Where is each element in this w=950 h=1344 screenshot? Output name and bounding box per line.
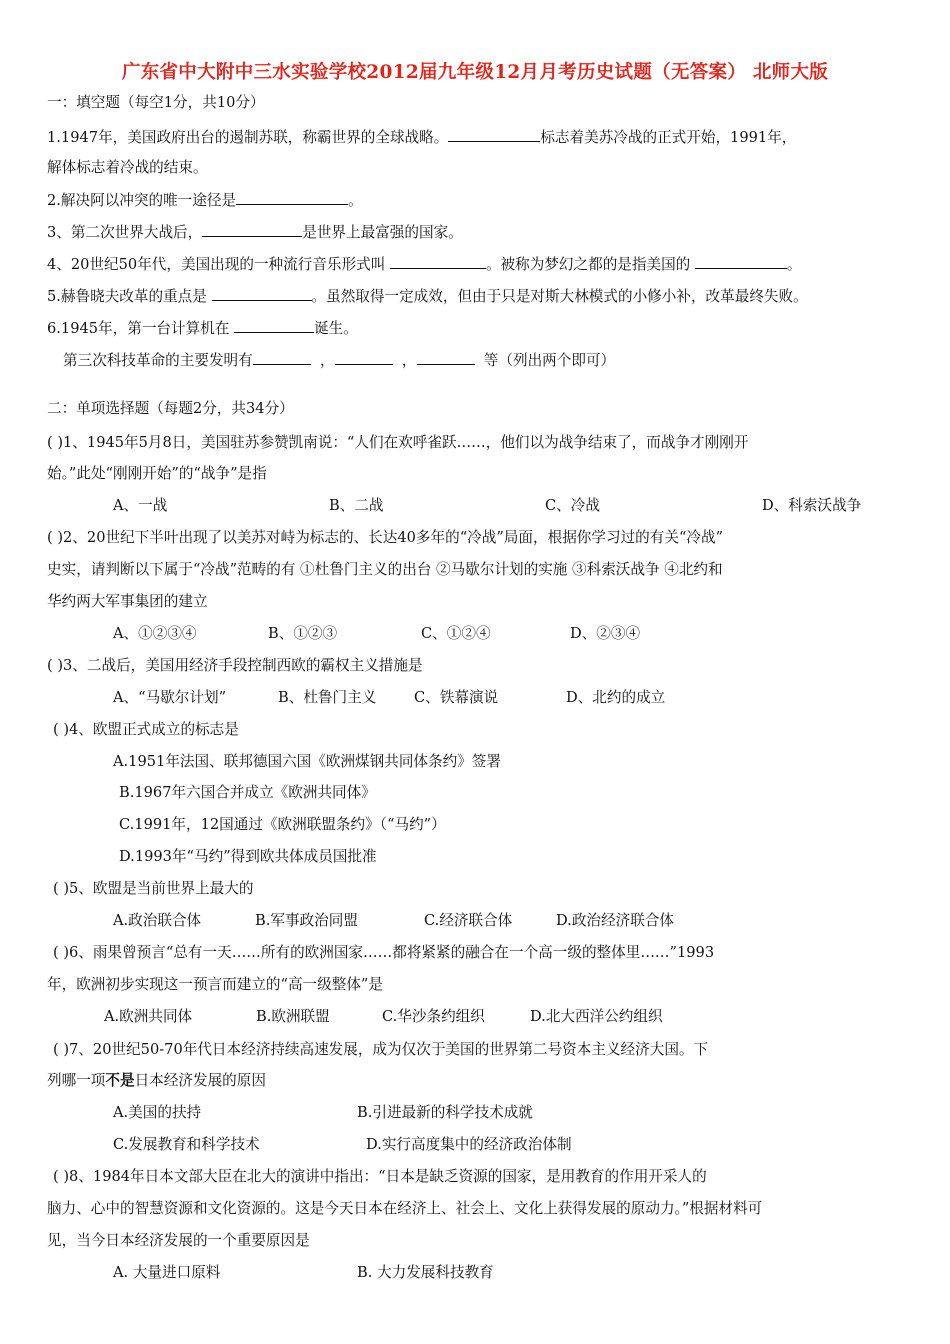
- mc1-stem-line1: ( )1、1945年5月8日，美国驻苏参赞凯南说：“人们在欢呼雀跃……，他们以为战争结束了，而战争才刚刚开: [47, 434, 749, 451]
- mc7-option-c[interactable]: C.发展教育和科学技术: [113, 1136, 260, 1153]
- mc2-option-d[interactable]: D、②③④: [570, 625, 641, 642]
- mc3-option-d[interactable]: D、北约的成立: [566, 689, 666, 706]
- q4-text-c: 。: [786, 256, 802, 273]
- section2-heading: 二：单项选择题（每题2分，共34分）: [47, 400, 294, 417]
- mc8-option-b[interactable]: B. 大力发展科技教育: [357, 1264, 494, 1281]
- mc7-stem-line1: ( )7、20世纪50-70年代日本经济持续高速发展，成为仅次于美国的世界第二号资本主义经济大国。下: [53, 1041, 709, 1058]
- answer-blank[interactable]: [234, 318, 314, 333]
- mc1-option-b[interactable]: B、二战: [329, 497, 384, 514]
- mc2-option-b[interactable]: B、①②③: [268, 625, 338, 642]
- answer-blank[interactable]: [448, 127, 540, 142]
- mc4-stem: ( )4、欧盟正式成立的标志是: [53, 721, 239, 738]
- fill-question-1-line1: [47, 127, 796, 148]
- mc8-option-a[interactable]: A. 大量进口原料: [113, 1264, 221, 1281]
- q7-text-b: 等（列出两个即可）: [483, 352, 616, 369]
- mc3-option-b[interactable]: B、杜鲁门主义: [278, 689, 377, 706]
- q7-text-a: 第三次科技革命的主要发明有: [63, 352, 253, 369]
- mc7-option-b[interactable]: B.引进最新的科学技术成就: [357, 1104, 533, 1121]
- mc4-option-c[interactable]: C.1991年，12国通过《欧洲联盟条约》（“马约”）: [119, 816, 446, 833]
- mc6-option-a[interactable]: A.欧洲共同体: [104, 1008, 193, 1025]
- mc5-stem: ( )5、欧盟是当前世界上最大的: [53, 880, 254, 897]
- mc8-stem-line3: 见，当今日本经济发展的一个重要原因是: [47, 1232, 310, 1249]
- q4-text-a: 4、20世纪50年代，美国出现的一种流行音乐形式叫: [47, 256, 386, 273]
- fill-question-4: [47, 254, 802, 275]
- answer-blank[interactable]: [695, 254, 787, 269]
- q3-text-a: 3、第二次世界大战后，: [47, 224, 203, 241]
- answer-blank[interactable]: [335, 350, 393, 365]
- mc5-option-b[interactable]: B.军事政治同盟: [255, 912, 358, 929]
- exam-title: 广东省中大附中三水实验学校2012届九年级12月月考历史试题（无答案） 北师大版: [121, 62, 829, 83]
- answer-blank[interactable]: [253, 350, 311, 365]
- q2-text-b: 。: [348, 192, 363, 209]
- q3-text-b: 是世界上最富强的国家。: [302, 224, 463, 241]
- mc3-option-c[interactable]: C、铁幕演说: [414, 689, 499, 706]
- fill-question-1-line2: 解体标志着冷战的结束。: [47, 159, 208, 176]
- fill-question-5: [47, 286, 808, 307]
- q6-text-b: 诞生。: [314, 320, 358, 337]
- q7-sep2: ，: [401, 352, 417, 369]
- answer-blank[interactable]: [417, 350, 475, 365]
- mc6-stem-line1: ( )6、雨果曾预言“总有一天……所有的欧洲国家……都将紧紧的融合在一个高一级的整体里……”1993: [53, 944, 715, 961]
- mc2-stem-line3: 华约两大军事集团的建立: [47, 593, 208, 610]
- section1-heading: 一：填空题（每空1分，共10分）: [47, 94, 265, 111]
- mc1-option-a[interactable]: A、一战: [113, 497, 168, 514]
- q7-sep1: ，: [320, 352, 335, 369]
- mc8-stem-line1: ( )8、1984年日本文部大臣在北大的演讲中指出：“日本是缺乏资源的国家，是用教育的作用开采人的: [53, 1168, 707, 1185]
- mc5-option-a[interactable]: A.政治联合体: [113, 912, 202, 929]
- mc8-stem-line2: 脑力、心中的智慧资源和文化资源的。这是今天日本在经济上、社会上、文化上获得发展的原动力。”根据材料可: [47, 1200, 763, 1217]
- fill-question-6: [47, 318, 358, 339]
- mc7-stem-text-a: 列哪一项: [47, 1072, 106, 1089]
- q6-text-a: 6.1945年，第一台计算机在: [47, 320, 230, 337]
- mc4-option-b[interactable]: B.1967年六国合并成立《欧洲共同体》: [119, 784, 376, 801]
- mc7-stem-emphasis: 不是: [105, 1072, 135, 1089]
- fill-question-7: [63, 350, 615, 371]
- q5-text-b: 。虽然取得一定成效，但由于只是对斯大林模式的小修小补，改革最终失败。: [311, 288, 808, 305]
- mc4-option-d[interactable]: D.1993年“马约”得到欧共体成员国批准: [119, 848, 377, 865]
- mc7-stem-text-b: 日本经济发展的原因: [134, 1072, 266, 1089]
- mc2-option-c[interactable]: C、①②④: [421, 625, 491, 642]
- mc7-stem-line2: [47, 1071, 266, 1091]
- fill-question-2: [47, 190, 363, 211]
- mc5-option-d[interactable]: D.政治经济联合体: [556, 912, 674, 929]
- mc2-stem-line1: ( )2、20世纪下半叶出现了以美苏对峙为标志的、长达40多年的“冷战”局面，根据你学习过的有关“冷战”: [47, 529, 724, 546]
- q1-text-b: 标志着美苏冷战的正式开始，1991年，: [540, 129, 797, 146]
- mc7-option-a[interactable]: A.美国的扶持: [113, 1104, 202, 1121]
- mc1-option-c[interactable]: C、冷战: [545, 497, 600, 514]
- answer-blank[interactable]: [236, 190, 348, 205]
- q2-text-a: 2.解决阿以冲突的唯一途径是: [47, 192, 237, 209]
- mc3-option-a[interactable]: A、“马歇尔计划”: [113, 689, 227, 706]
- fill-question-3: [47, 222, 463, 243]
- mc7-option-d[interactable]: D.实行高度集中的经济政治体制: [366, 1136, 572, 1153]
- q5-text-a: 5.赫鲁晓夫改革的重点是: [47, 288, 207, 305]
- mc2-option-a[interactable]: A、①②③④: [113, 625, 197, 642]
- answer-blank[interactable]: [390, 254, 486, 269]
- mc6-option-d[interactable]: D.北大西洋公约组织: [530, 1008, 663, 1025]
- mc3-stem: ( )3、二战后，美国用经济手段控制西欧的霸权主义措施是: [47, 657, 423, 674]
- mc4-option-a[interactable]: A.1951年法国、联邦德国六国《欧洲煤钢共同体条约》签署: [113, 753, 501, 770]
- mc5-option-c[interactable]: C.经济联合体: [424, 912, 513, 929]
- mc1-stem-line2: 始。”此处“刚刚开始”的“战争”是指: [47, 465, 267, 482]
- mc2-stem-line2: 史实，请判断以下属于“冷战”范畴的有 ①杜鲁门主义的出台 ②马歇尔计划的实施 ③科索沃战争 ④北约和: [47, 561, 723, 578]
- answer-blank[interactable]: [202, 222, 302, 237]
- mc6-stem-line2: 年，欧洲初步实现这一预言而建立的“高一级整体”是: [47, 976, 383, 993]
- q1-text-a: 1.1947年，美国政府出台的遏制苏联，称霸世界的全球战略。: [47, 129, 449, 146]
- mc1-option-d[interactable]: D、科索沃战争: [762, 497, 862, 514]
- mc6-option-c[interactable]: C.华沙条约组织: [382, 1008, 485, 1025]
- answer-blank[interactable]: [212, 286, 312, 301]
- q4-text-b: 。被称为梦幻之都的是指美国的: [485, 256, 691, 273]
- mc6-option-b[interactable]: B.欧洲联盟: [256, 1008, 330, 1025]
